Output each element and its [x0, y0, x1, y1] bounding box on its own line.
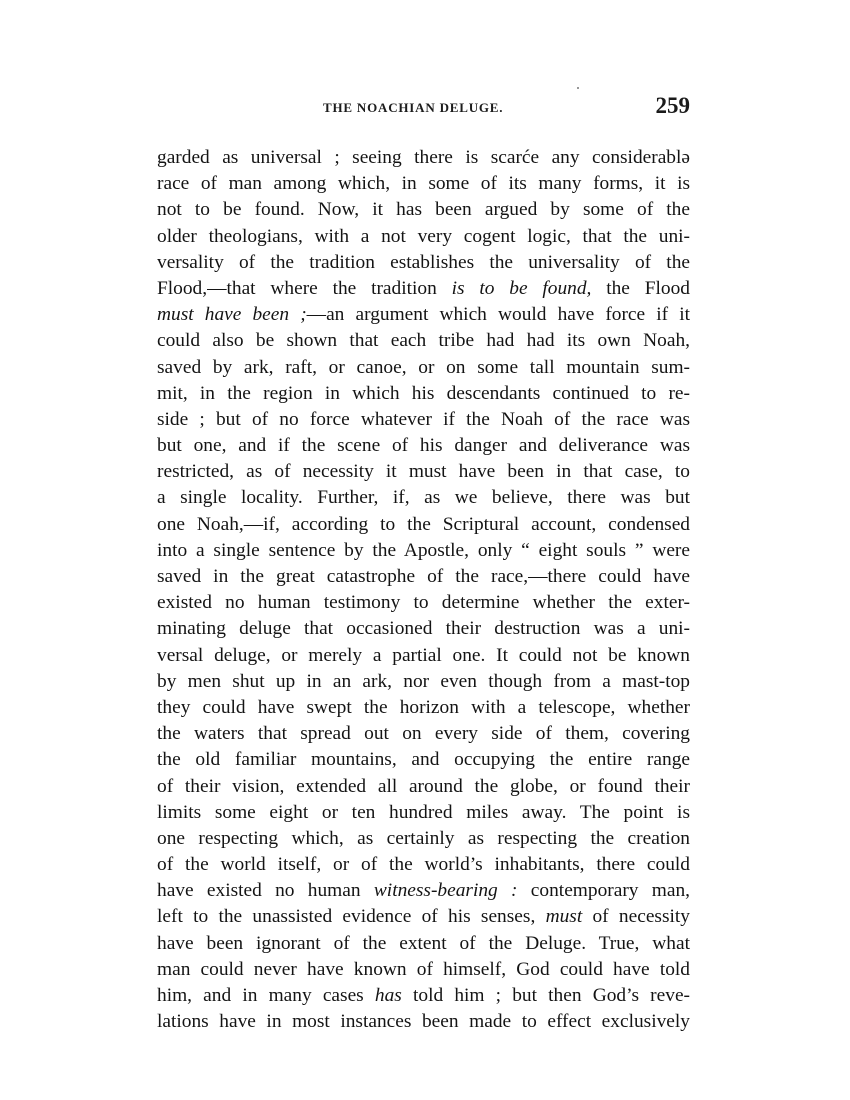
text-run: the Flood: [591, 277, 690, 299]
text-line: [157, 250, 690, 276]
text-run: of the world itself, or of the world’s inhabitants, there could: [157, 854, 690, 876]
text-line: [157, 197, 690, 223]
italic-text-run: has: [374, 985, 402, 1006]
text-line: [157, 695, 690, 721]
text-line: [157, 224, 690, 250]
text-line: [157, 355, 690, 381]
text-run: contemporary man,: [517, 880, 691, 902]
text-run: race of man among which, in some of its many forms, it is: [157, 173, 690, 195]
text-line: [157, 931, 690, 957]
text-line: [157, 485, 690, 511]
text-line: [157, 669, 690, 695]
text-run: lations have in most instances been made to effect exclusively: [157, 1011, 690, 1033]
text-line: [157, 904, 690, 930]
text-line: [157, 381, 690, 407]
text-line: [157, 328, 690, 354]
text-line: [157, 145, 690, 171]
text-run: could also be shown that each tribe had had its own Noah,: [157, 330, 690, 352]
text-run: one respecting which, as certainly as respecting the creation: [157, 827, 690, 849]
text-run: they could have swept the horizon with a telescope, whether: [157, 696, 690, 718]
text-line: [157, 590, 690, 616]
text-run: one Noah,—if, according to the Scriptural account, condensed: [157, 513, 690, 535]
text-line: [157, 276, 690, 302]
text-run: side ; but of no force whatever if the Noah of the race was: [157, 408, 690, 430]
text-line: [157, 878, 690, 904]
italic-text-run: is to be found,: [451, 277, 592, 299]
text-run: —an argument which would have force if it: [306, 304, 690, 326]
text-line: [157, 1009, 690, 1035]
text-line: [157, 616, 690, 642]
text-run: have been ignorant of the extent of the Deluge. True, what: [157, 932, 690, 954]
body-text: [157, 145, 690, 1035]
text-line: [157, 852, 690, 878]
text-run: saved by ark, raft, or canoe, or on some tall mountain sum-: [157, 356, 690, 378]
text-run: by men shut up in an ark, nor even though from a mast-top: [157, 670, 690, 692]
text-run: versality of the tradition establishes the universality of the: [157, 251, 690, 273]
print-speck: [577, 87, 579, 89]
text-line: [157, 302, 690, 328]
page-header: [157, 93, 690, 125]
text-line: [157, 459, 690, 485]
text-run: garded as universal ; seeing there is scarće any considerablə: [157, 147, 690, 168]
text-line: [157, 957, 690, 983]
text-line: [157, 643, 690, 669]
text-line: [157, 433, 690, 459]
text-line: [157, 747, 690, 773]
text-line: [157, 800, 690, 826]
text-run: of necessity: [582, 906, 690, 928]
text-run: not to be found. Now, it has been argued by some of the: [157, 199, 690, 221]
text-run: minating deluge that occasioned their destruction was a uni-: [157, 618, 690, 640]
text-run: Flood,—that where the tradition: [157, 277, 452, 299]
italic-text-run: witness-bearing :: [373, 880, 518, 902]
text-line: [157, 774, 690, 800]
text-run: man could never have known of himself, God could have told: [157, 958, 690, 980]
text-run: existed no human testimony to determine whether the exter-: [157, 592, 690, 614]
text-line: [157, 983, 690, 1009]
text-run: the waters that spread out on every side of them, covering: [157, 723, 690, 745]
text-run: the old familiar mountains, and occupying the entire range: [157, 749, 690, 771]
text-run: mit, in the region in which his descendants continued to re-: [157, 382, 690, 404]
text-run: versal deluge, or merely a partial one. It could not be known: [157, 644, 690, 666]
text-run: left to the unassisted evidence of his senses,: [157, 906, 546, 928]
text-run: older theologians, with a not very cogent logic, that the uni-: [157, 225, 690, 247]
italic-text-run: must have been ;: [157, 304, 307, 326]
text-run: restricted, as of necessity it must have been in that case, to: [157, 461, 690, 483]
text-line: [157, 721, 690, 747]
text-run: limits some eight or ten hundred miles away. The point is: [157, 801, 690, 823]
running-title: THE NOACHIAN DELUGE.: [323, 100, 504, 115]
text-line: [157, 512, 690, 538]
text-run: told him ; but then God’s reve-: [401, 985, 691, 1006]
text-run: saved in the great catastrophe of the race,—there could have: [157, 566, 690, 587]
text-line: [157, 538, 690, 564]
text-run: a single locality. Further, if, as we believe, there was but: [157, 487, 690, 509]
page-number: 259: [655, 93, 690, 118]
text-line: [157, 564, 690, 590]
text-line: [157, 171, 690, 197]
text-run: him, and in many cases: [157, 985, 375, 1006]
text-run: of their vision, extended all around the globe, or found their: [157, 775, 690, 797]
text-run: into a single sentence by the Apostle, only “ eight souls ” were: [157, 539, 690, 561]
text-run: but one, and if the scene of his danger and deliverance was: [157, 435, 690, 457]
text-line: [157, 407, 690, 433]
text-line: [157, 826, 690, 852]
italic-text-run: must: [545, 906, 583, 928]
text-run: have existed no human: [157, 880, 374, 902]
